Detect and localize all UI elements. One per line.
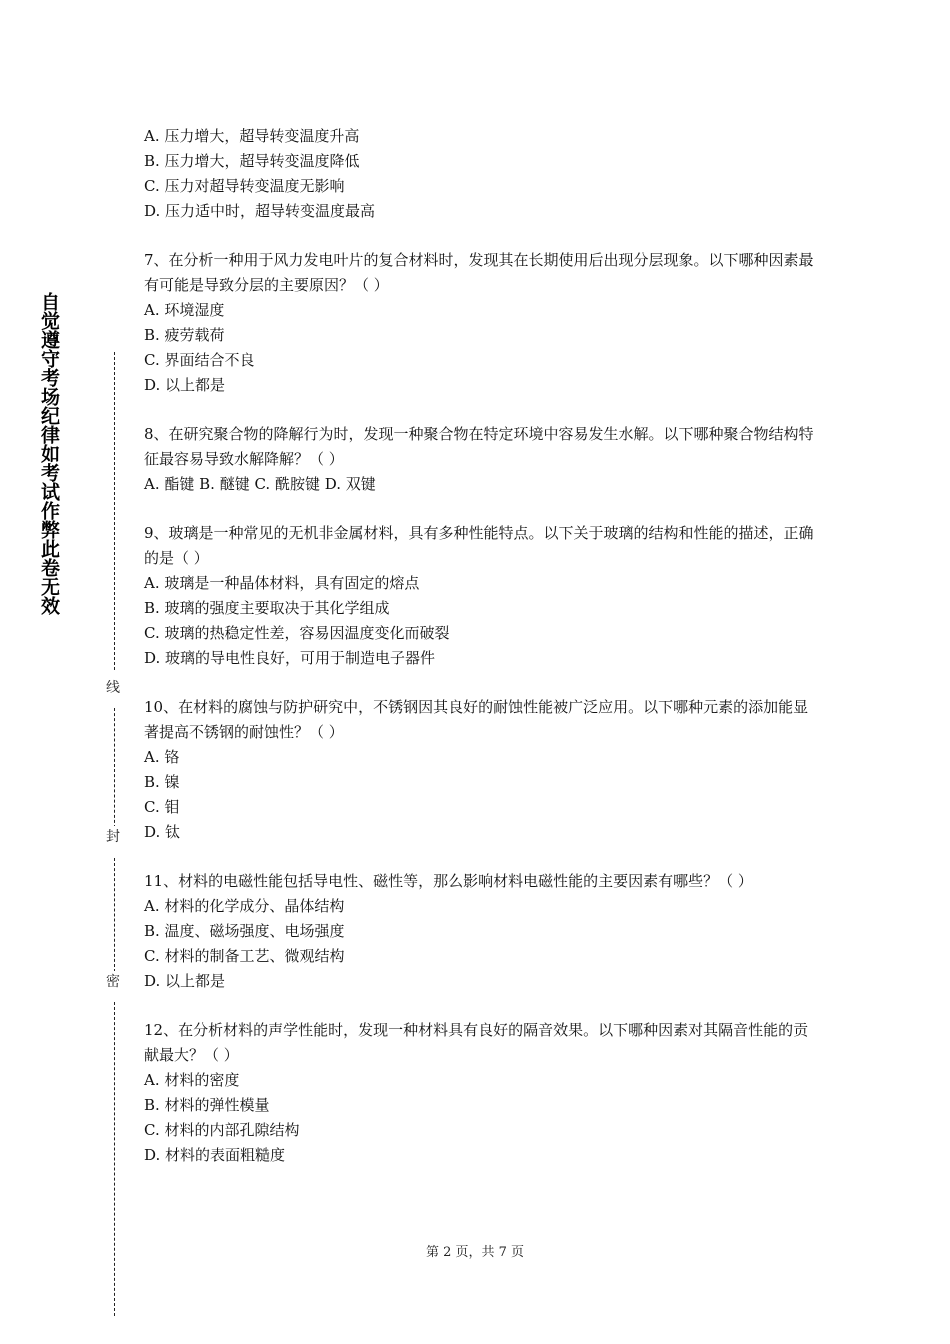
option-b: B. 温度、磁场强度、电场强度 [144,922,345,940]
option-a: A. 材料的密度 [144,1071,240,1089]
option-c: C. 材料的制备工艺、微观结构 [144,947,345,965]
page-footer: 第 2 页，共 7 页 [425,1245,525,1260]
option-a: A. 铬 [144,748,180,766]
question-stem: 11、材料的电磁性能包括导电性、磁性等，那么影响材料电磁性能的主要因素有哪些？（ ） [144,872,753,890]
option-c: C. 材料的内部孔隙结构 [144,1121,300,1139]
question-12 [144,1018,814,1168]
inline-options: A. 酯键 B. 醚键 C. 酰胺键 D. 双键 [144,475,376,493]
option-d: D. 以上都是 [144,376,226,394]
binding-label-line: 线 [106,677,120,699]
question-stem: 8、在研究聚合物的降解行为时，发现一种聚合物在特定环境中容易发生水解。以下哪种聚合物结构特征最容易导致水解降解？（ ） [144,425,814,468]
question-6-options [144,124,814,224]
question-stem: 10、在材料的腐蚀与防护研究中，不锈钢因其良好的耐蚀性能被广泛应用。以下哪种元素的添加能显著提高不锈钢的耐蚀性？（ ） [144,698,809,741]
question-stem: 12、在分析材料的声学性能时，发现一种材料具有良好的隔音效果。以下哪种因素对其隔音性能的贡献最大？（ ） [144,1021,809,1064]
question-10 [144,695,814,845]
binding-dashed-line [114,1002,115,1316]
question-list [144,124,814,1192]
binding-label-secret: 密 [106,971,120,993]
question-stem: 9、玻璃是一种常见的无机非金属材料，具有多种性能特点。以下关于玻璃的结构和性能的描述，正确的是（ ） [144,524,814,567]
question-11 [144,869,814,994]
option-b: B. 材料的弹性模量 [144,1096,270,1114]
option-d: D. 玻璃的导电性良好，可用于制造电子器件 [144,649,436,667]
binding-dashed-line [114,858,115,972]
question-9 [144,521,814,671]
option-b: B. 镍 [144,773,180,791]
binding-dashed-line [114,352,115,670]
option-b: B. 玻璃的强度主要取决于其化学组成 [144,599,390,617]
option-d: D. 压力适中时，超导转变温度最高 [144,202,376,220]
option-b: B. 疲劳载荷 [144,326,225,344]
option-c: C. 玻璃的热稳定性差，容易因温度变化而破裂 [144,624,450,642]
question-7 [144,248,814,398]
option-c: C. 钼 [144,798,180,816]
binding-dashed-line [114,708,115,828]
option-d: D. 以上都是 [144,972,226,990]
question-stem: 7、在分析一种用于风力发电叶片的复合材料时，发现其在长期使用后出现分层现象。以下哪种因素最有可能是导致分层的主要原因？（ ） [144,251,814,294]
option-a: A. 压力增大，超导转变温度升高 [144,127,360,145]
option-c: C. 压力对超导转变温度无影响 [144,177,345,195]
side-notice: 自觉遵守考场纪律如考试作弊此卷无效 [38,292,60,615]
option-a: A. 材料的化学成分、晶体结构 [144,897,345,915]
option-a: A. 环境湿度 [144,301,225,319]
option-b: B. 压力增大，超导转变温度降低 [144,152,360,170]
question-8 [144,422,814,497]
binding-label-seal: 封 [106,826,120,848]
option-a: A. 玻璃是一种晶体材料，具有固定的熔点 [144,574,420,592]
option-d: D. 钛 [144,823,181,841]
option-d: D. 材料的表面粗糙度 [144,1146,286,1164]
option-c: C. 界面结合不良 [144,351,255,369]
